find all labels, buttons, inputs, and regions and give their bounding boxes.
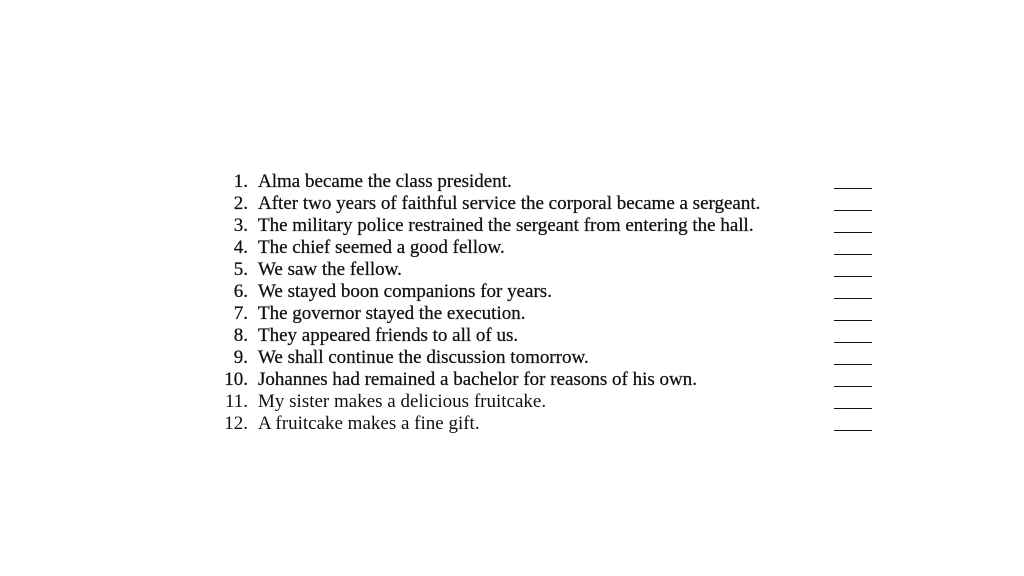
exercise-list: [212, 171, 872, 435]
item-sentence: Alma became the class president.: [258, 171, 512, 192]
item-sentence: We saw the fellow.: [258, 259, 402, 280]
exercise-item: [212, 281, 872, 303]
exercise-item: [212, 347, 872, 369]
exercise-item: [212, 259, 872, 281]
item-number: 10.: [224, 369, 248, 390]
answer-blank[interactable]: [834, 408, 872, 409]
exercise-item: [212, 413, 872, 435]
answer-blank[interactable]: [834, 210, 872, 211]
exercise-item: [212, 391, 872, 413]
item-sentence: The chief seemed a good fellow.: [258, 237, 505, 258]
item-sentence: We stayed boon companions for years.: [258, 281, 552, 302]
exercise-item: [212, 237, 872, 259]
item-sentence: A fruitcake makes a fine gift.: [258, 413, 480, 434]
item-sentence: Johannes had remained a bachelor for reasons of his own.: [258, 369, 697, 390]
exercise-item: [212, 369, 872, 391]
answer-blank[interactable]: [834, 386, 872, 387]
exercise-item: [212, 215, 872, 237]
item-number: 12.: [224, 413, 248, 434]
answer-blank[interactable]: [834, 298, 872, 299]
item-sentence: After two years of faithful service the corporal became a sergeant.: [258, 193, 761, 214]
item-number: 9.: [233, 347, 248, 368]
item-sentence: We shall continue the discussion tomorrow.: [258, 347, 589, 368]
answer-blank[interactable]: [834, 188, 872, 189]
answer-blank[interactable]: [834, 342, 872, 343]
item-number: 5.: [233, 259, 248, 280]
item-sentence: My sister makes a delicious fruitcake.: [258, 391, 547, 412]
item-sentence: The governor stayed the execution.: [258, 303, 526, 324]
answer-blank[interactable]: [834, 254, 872, 255]
item-number: 11.: [224, 391, 248, 412]
exercise-item: [212, 171, 872, 193]
item-number: 2.: [233, 193, 248, 214]
item-sentence: They appeared friends to all of us.: [258, 325, 519, 346]
answer-blank[interactable]: [834, 364, 872, 365]
answer-blank[interactable]: [834, 320, 872, 321]
item-number: 6.: [233, 281, 248, 302]
answer-blank[interactable]: [834, 232, 872, 233]
item-sentence: The military police restrained the sergeant from entering the hall.: [258, 215, 754, 236]
answer-blank[interactable]: [834, 276, 872, 277]
item-number: 8.: [233, 325, 248, 346]
item-number: 1.: [233, 171, 248, 192]
item-number: 3.: [233, 215, 248, 236]
exercise-item: [212, 193, 872, 215]
item-number: 7.: [233, 303, 248, 324]
item-number: 4.: [233, 237, 248, 258]
exercise-item: [212, 325, 872, 347]
answer-blank[interactable]: [834, 430, 872, 431]
exercise-item: [212, 303, 872, 325]
